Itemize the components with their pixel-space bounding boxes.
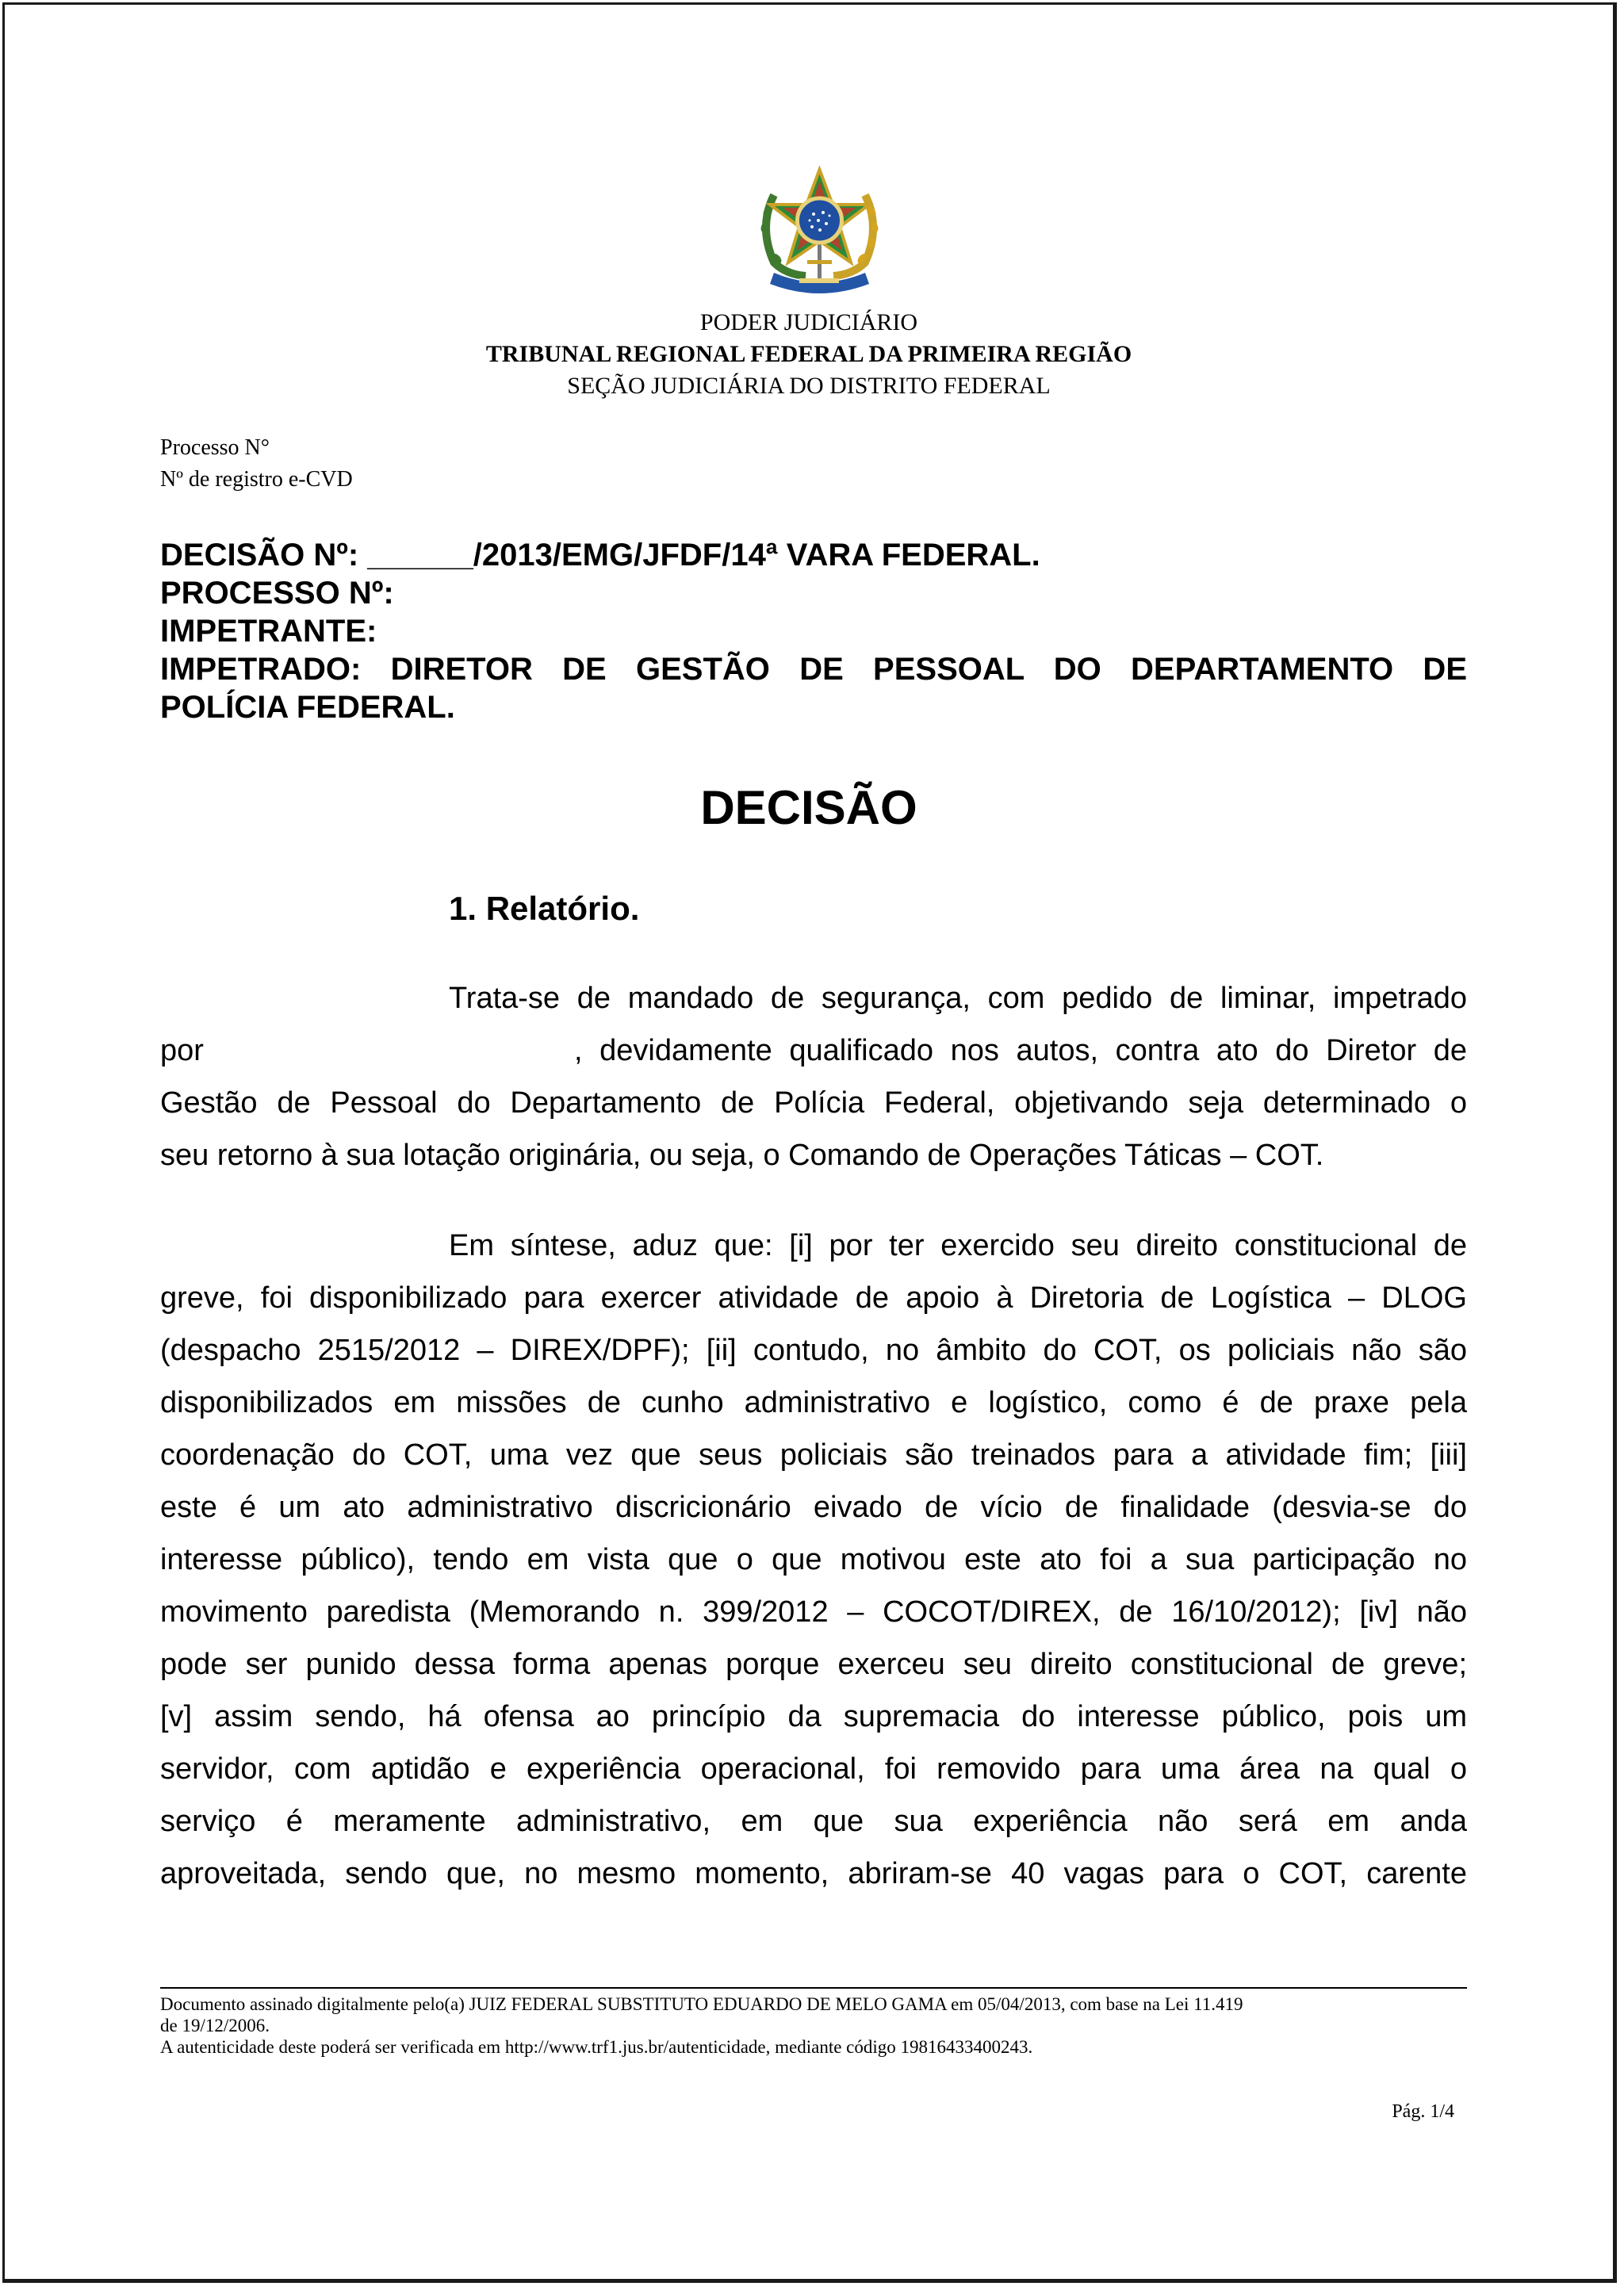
page-number: Pág. 1/4 <box>1392 2101 1454 2122</box>
paragraph-2-line: este é um ato administrativo discricionário eivado de vício de finalidade (desvia-se do <box>160 1491 1467 1524</box>
process-number-label: Processo N° <box>160 435 270 460</box>
paragraph-2-line: [v] assim sendo, há ofensa ao princípio da supremacia do interesse público, pois um <box>160 1700 1467 1733</box>
paragraph-1-line: Trata-se de mandado de segurança, com pedido de liminar, impetrado <box>449 982 1467 1015</box>
paragraph-2 <box>160 1220 1467 1900</box>
caption-impetrante: IMPETRANTE: <box>160 614 377 649</box>
header-line-tribunal: TRIBUNAL REGIONAL FEDERAL DA PRIMEIRA REGIÃO <box>485 341 1132 367</box>
brasao-da-republica-icon <box>750 163 889 294</box>
paragraph-1-line: seu retorno à sua lotação originária, ou seja, o Comando de Operações Táticas – COT. <box>160 1139 1324 1172</box>
registry-number-label: Nº de registro e-CVD <box>160 467 353 492</box>
decision-number: DECISÃO Nº: ______/2013/EMG/JFDF/14ª VARA FEDERAL. <box>160 538 1040 572</box>
paragraph-2-line: Em síntese, aduz que: [i] por ter exercido seu direito constitucional de <box>449 1229 1467 1262</box>
header-line-poder-judiciario: PODER JUDICIÁRIO <box>699 309 918 335</box>
footer-divider <box>160 1987 1467 1989</box>
document-page <box>2 2 1617 2283</box>
caption-impetrado-continued: POLÍCIA FEDERAL. <box>160 690 455 725</box>
paragraph-2-line: interesse público), tendo em vista que o que motivou este ato foi a sua participação no <box>160 1543 1467 1576</box>
footer-signature-line-continued: de 19/12/2006. <box>160 2016 270 2035</box>
header-line-secao: SEÇÃO JUDICIÁRIA DO DISTRITO FEDERAL <box>567 373 1051 399</box>
paragraph-2-line: movimento paredista (Memorando n. 399/2012 – COCOT/DIREX, de 16/10/2012); [iv] não <box>160 1595 1467 1629</box>
caption-impetrado: IMPETRADO: DIRETOR DE GESTÃO DE PESSOAL DO DEPARTAMENTO DE <box>160 652 1467 687</box>
document-title: DECISÃO <box>700 781 917 834</box>
paragraph-2-line: servidor, com aptidão e experiência operacional, foi removido para uma área na qual o <box>160 1752 1467 1786</box>
paragraph-1-line: Gestão de Pessoal do Departamento de Polícia Federal, objetivando seja determinado o <box>160 1086 1467 1120</box>
caption-process: PROCESSO Nº: <box>160 576 394 611</box>
paragraph-2-line: coordenação do COT, uma vez que seus policiais são treinados para a atividade fim; [iii] <box>160 1438 1467 1472</box>
paragraph-2-line: greve, foi disponibilizado para exercer atividade de apoio à Diretoria de Logística – DLOG <box>160 1281 1467 1315</box>
paragraph-2-line: serviço é meramente administrativo, em que sua experiência não será em anda <box>160 1805 1467 1838</box>
paragraph-1 <box>160 972 1467 1181</box>
section-heading-relatorio: 1. Relatório. <box>449 890 640 927</box>
footer-signature-line: Documento assinado digitalmente pelo(a) JUIZ FEDERAL SUBSTITUTO EDUARDO DE MELO GAMA em 05/04/2013, com base na Lei 11.419 <box>160 1994 1243 2014</box>
paragraph-2-line: pode ser punido dessa forma apenas porque exerceu seu direito constitucional de greve; <box>160 1648 1467 1681</box>
footer-authenticity-line: A autenticidade deste poderá ser verificada em http://www.trf1.jus.br/autenticidade, mediante código 19816433400243. <box>160 2037 1033 2057</box>
paragraph-1-line-rest: , devidamente qualificado nos autos, contra ato do Diretor de <box>574 1034 1467 1067</box>
paragraph-1-por: por <box>160 1034 204 1067</box>
paragraph-2-line: aproveitada, sendo que, no mesmo momento, abriram-se 40 vagas para o COT, carente <box>160 1857 1467 1890</box>
paragraph-2-line: disponibilizados em missões de cunho administrativo e logístico, como é de praxe pela <box>160 1386 1467 1419</box>
paragraph-1-line <box>160 1024 1467 1077</box>
paragraph-2-line: (despacho 2515/2012 – DIREX/DPF); [ii] contudo, no âmbito do COT, os policiais não são <box>160 1334 1467 1367</box>
